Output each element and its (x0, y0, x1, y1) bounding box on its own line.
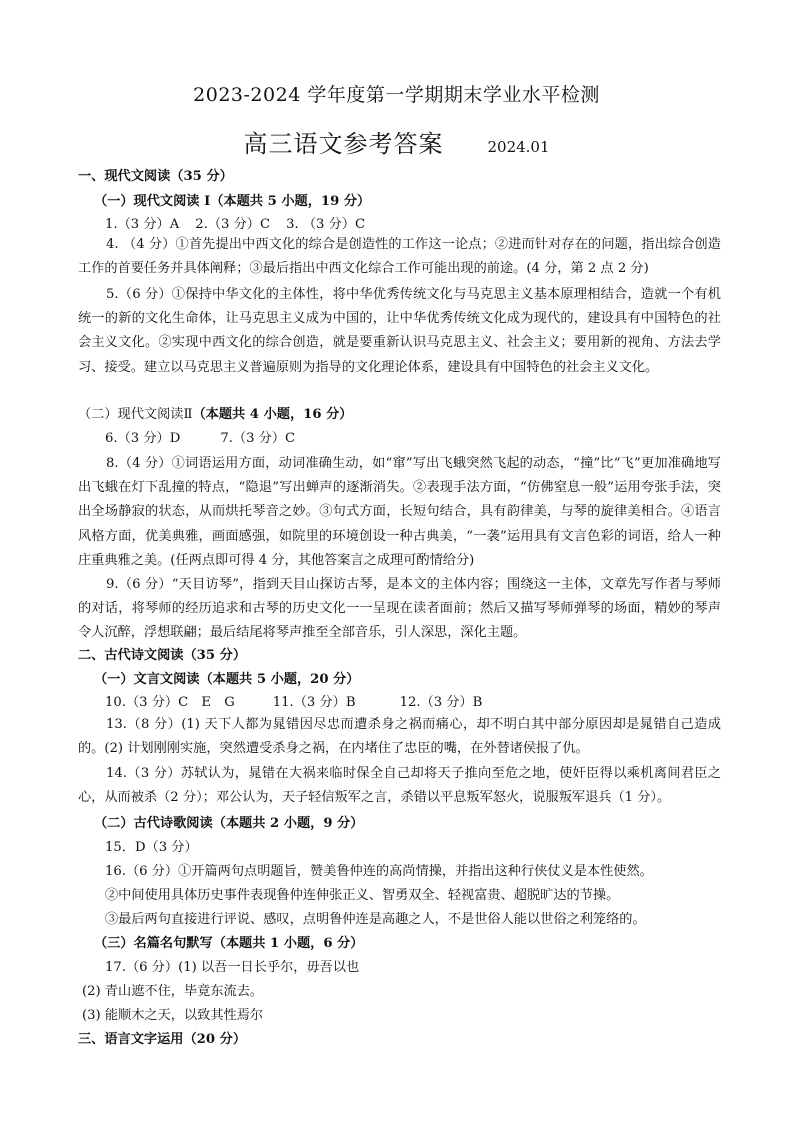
answer-q10: 10.（3 分）C E G (105, 695, 235, 710)
answer-q12: 12.（3 分）B (399, 695, 483, 710)
answer-q17-3: (3) 能顺木之天，以致其性焉尔 (82, 1008, 264, 1023)
answers-1-3 (105, 215, 365, 235)
section-1-heading: 一、现代文阅读（35 分） (78, 169, 233, 184)
answer-q1: 1.（3 分）A (105, 217, 180, 232)
answer-q17-1: 17.（6 分）(1) 以吾一日长乎尔，毋吾以也 (105, 960, 360, 975)
answer-q4: 4. （4 分）①首先提出中西文化的综合是创造性的工作这一论点；②进而针对存在的问题，指出综合创造工作的首要任务并具体阐释；③最后指出中西文化综合工作可能出现的前途。(4 分，第 2 点 2 分) (78, 237, 721, 277)
exam-title: 2023-2024 学年度第一学期期末学业水平检测 (193, 84, 600, 106)
subtitle-text: 高三语文参考答案 (243, 130, 444, 158)
answer-q9: 9.（6 分）“天目访琴”，指到天目山探访古琴，是本文的主体内容；围绕这一主体，文章先写作者与琴师的对话，将琴师的经历追求和古琴的历史文化一一呈现在读者面前；然后又描写琴师弹琴的场面，精妙的琴声令人沉醉，浮想联翩；最后结尾将琴声推至全部音乐，引人深思，深化主题。 (78, 577, 721, 641)
answer-q16-point-3: ③最后两句直接进行评说、感叹，点明鲁仲连是高趣之人，不是世俗人能以世俗之利笼络的。 (105, 912, 646, 927)
answer-q7: 7.（3 分）C (220, 431, 296, 446)
answer-q6: 6.（3 分）D (105, 431, 181, 446)
answers-10-12 (105, 693, 482, 713)
part-1-2-heading-prefix: （二）现代文阅读Ⅱ (78, 407, 193, 422)
part-1-2-heading (78, 405, 352, 425)
answer-q11: 11.（3 分）B (272, 695, 356, 710)
answer-q5: 5.（6 分）①保持中华文化的主体性，将中华优秀传统文化与马克思主义基本原理相结合，造就一个有机统一的新的文化生命体，让马克思主义成为中国的，让中华优秀传统文化成为现代的，建设具有中国特色的社会主义文化。②实现中西文化的综合创造，就是要重新认识马克思主义、社会主义；要用新的视角、方法去学习、接受。建立以马克思主义普遍原则为指导的文化理论体系，建设具有中国特色的社会主义文化。 (78, 287, 721, 375)
answer-q8: 8.（4 分）①词语运用方面，动词准确生动，如“窜”写出飞蛾突然飞起的动态，“撞”比“飞”更加准确地写出飞蛾在灯下乱撞的特点，“隐退”写出蝉声的逐渐消失。②表现手法方面，“仿佛窒息一般”运用夸张手法，突出全场静寂的状态，从而烘托琴音之妙。③句式方面，长短句结合，具有韵律美，与琴的旋律美相合。④语言风格方面，优美典雅，画面感强，如院里的环境创设一种古典美，“一袭”运用具有文言色彩的词语，给人一种庄重典雅之美。(任两点即可得 4 分，其他答案言之成理可酌情给分) (78, 456, 721, 568)
answer-q16-point-1: 16.（6 分）①开篇两句点明题旨，赞美鲁仲连的高尚情操，并指出这种行侠仗义是本性使然。 (105, 864, 653, 879)
section-3-heading: 三、语言文字运用（20 分） (78, 1032, 247, 1047)
part-2-2-heading: （二）古代诗歌阅读（本题共 2 小题，9 分） (94, 816, 364, 831)
part-1-1-heading: （一）现代文阅读 I（本题共 5 小题，19 分） (94, 194, 371, 209)
date-text: 2024.01 (487, 138, 550, 156)
document-subtitle (0, 124, 793, 159)
part-2-1-heading: （一）文言文阅读（本题共 5 小题，20 分） (94, 672, 360, 687)
answer-q15: 15．D（3 分） (105, 840, 198, 855)
part-2-3-heading: （三）名篇名句默写（本题共 1 小题，6 分） (94, 936, 364, 951)
part-1-2-heading-bold: （本题共 4 小题，16 分） (192, 407, 353, 422)
answers-6-7 (105, 429, 295, 449)
answer-q17-2: (2) 青山遮不住，毕竟东流去。 (82, 984, 264, 999)
answer-q14: 14.（3 分）苏轼认为，晁错在大祸来临时保全自己却将天子推向至危之地，使奸臣得以乘机离间君臣之心，从而被杀（2 分）；邓公认为，天子轻信叛军之言，杀错以平息叛军怒火，说服叛军退兵（1 分）。 (78, 766, 721, 806)
answer-q16-point-2: ②中间使用具体历史事件表现鲁仲连伸张正义、智勇双全、轻视富贵、超脱旷达的节操。 (105, 888, 620, 903)
answer-q3: 3. （3 分）C (286, 217, 366, 232)
answer-q2: 2.（3 分）C (195, 217, 271, 232)
section-2-heading: 二、古代诗文阅读（35 分） (78, 648, 247, 663)
answer-q13: 13.（8 分）(1) 天下人都为晁错因尽忠而遭杀身之祸而痛心，却不明白其中部分原因却是晁错自己造成的。(2) 计划刚刚实施，突然遭受杀身之祸，在内堵住了忠臣的嘴，在外替诸侯报了仇。 (78, 717, 721, 757)
